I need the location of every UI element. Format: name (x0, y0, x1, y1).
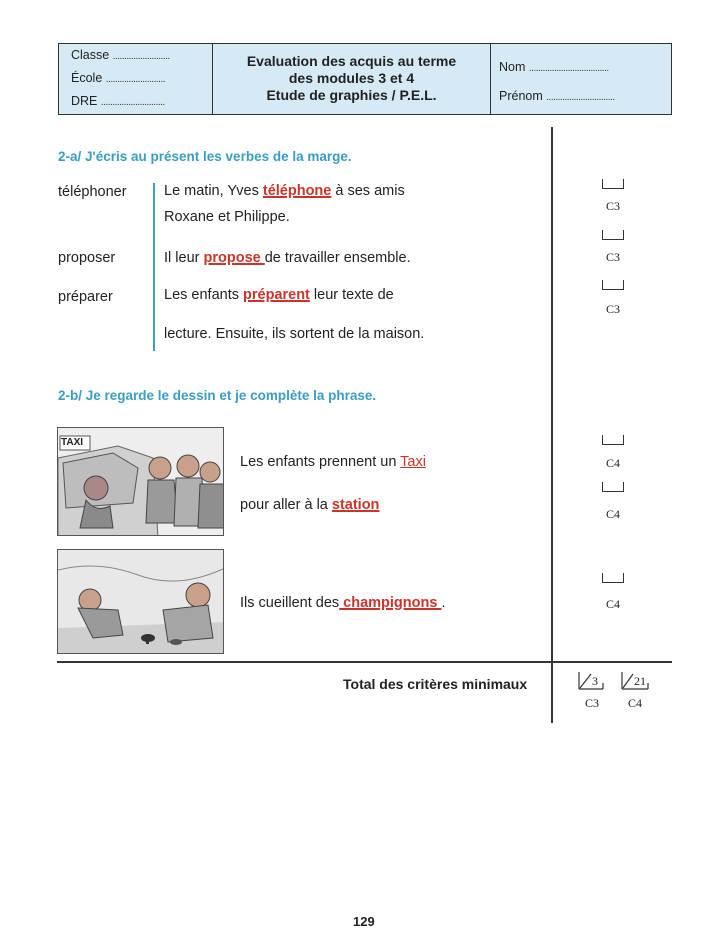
sentence-2-before: Il leur (164, 250, 204, 266)
answer-champignons: champignons (339, 595, 442, 611)
dre-field: DRE ............................ (71, 94, 165, 108)
checkbox-c3-3[interactable] (602, 280, 624, 290)
answer-station: station (331, 497, 380, 513)
mushroom-drawing (58, 550, 224, 654)
taxi-illustration (57, 427, 224, 536)
checkbox-c4-1[interactable] (602, 435, 624, 445)
score-c3: 3 (592, 674, 598, 688)
total-divider (57, 661, 672, 663)
verb-proposer: proposer (58, 250, 116, 266)
answer-preparent: préparent (243, 287, 310, 303)
score-box-c4 (621, 672, 649, 690)
title-cell (213, 44, 491, 114)
sentence-3-line-2: lecture. Ensuite, ils sortent de la maison. (164, 326, 425, 342)
answer-taxi: Taxi (400, 454, 426, 470)
nom-field: Nom ................................... (499, 60, 609, 74)
sentence-b1-before: Les enfants prennent un (240, 454, 401, 470)
criterion-label: C4 (605, 597, 620, 611)
sentence-b3-before: Ils cueillent des (240, 595, 340, 611)
total-c4-label: C4 (627, 696, 642, 710)
checkbox-c3-1[interactable] (602, 179, 624, 189)
student-info-cell (491, 44, 671, 114)
title-line-3: Etude de graphies / P.E.L. (266, 87, 437, 103)
sentence-b2 (240, 497, 379, 513)
sentence-1-line-2: Roxane et Philippe. (164, 209, 290, 225)
sentence-1-before: Le matin, Yves (164, 183, 263, 199)
sentence-3-after: leur texte de (309, 287, 394, 303)
checkbox-c4-2[interactable] (602, 482, 624, 492)
mushroom-illustration (57, 549, 224, 654)
taxi-sign: TAXI (61, 437, 84, 448)
sentence-2-after: de travailler ensemble. (264, 250, 411, 266)
dre-label: DRE (71, 94, 98, 108)
nom-label: Nom (499, 60, 526, 74)
verb-telephoner: téléphoner (58, 184, 127, 200)
title-line-1: Evaluation des acquis au terme (246, 53, 457, 69)
criterion-label: C4 (605, 507, 620, 521)
fraction-slash-icon (578, 672, 604, 690)
ecole-label: École (71, 71, 103, 85)
sentence-1-after: à ses amis (331, 183, 405, 199)
prenom-field: Prénom .............................. (499, 89, 615, 103)
sentence-b3-after: . (441, 595, 446, 611)
sentence-b3 (240, 595, 446, 611)
margin-bar (153, 183, 155, 351)
sentence-b1 (240, 454, 426, 470)
prenom-label: Prénom (499, 89, 543, 103)
sentence-b2-before: pour aller à la (240, 497, 332, 513)
answer-telephone: téléphone (262, 183, 332, 199)
verb-preparer: préparer (58, 289, 113, 305)
criterion-label: C3 (605, 302, 620, 316)
header-box (58, 43, 672, 115)
page-number: 129 (353, 914, 375, 929)
score-c4: 21 (634, 674, 646, 688)
classe-field: Classe ......................... (71, 48, 170, 62)
criterion-label: C4 (605, 456, 620, 470)
answer-propose: propose (203, 250, 265, 266)
total-c3-label: C3 (584, 696, 599, 710)
checkbox-c4-3[interactable] (602, 573, 624, 583)
sentence-3-before: Les enfants (164, 287, 243, 303)
school-info-cell (59, 44, 213, 114)
section-b-title: 2-b/ Je regarde le dessin et je complète la phrase. (58, 388, 377, 403)
section-a-title: 2-a/ J'écris au présent les verbes de la marge. (58, 149, 352, 164)
sentence-2 (164, 250, 411, 266)
title-line-2: des modules 3 et 4 (288, 70, 415, 86)
checkbox-c3-2[interactable] (602, 230, 624, 240)
criterion-label: C3 (605, 250, 620, 264)
sentence-1 (164, 183, 405, 199)
criterion-label: C3 (605, 199, 620, 213)
margin-rule (551, 127, 553, 723)
score-box-c3 (578, 672, 604, 690)
ecole-field: École .......................... (71, 71, 166, 85)
sentence-3 (164, 287, 394, 303)
total-label: Total des critères minimaux (343, 676, 528, 692)
classe-label: Classe (71, 48, 110, 62)
